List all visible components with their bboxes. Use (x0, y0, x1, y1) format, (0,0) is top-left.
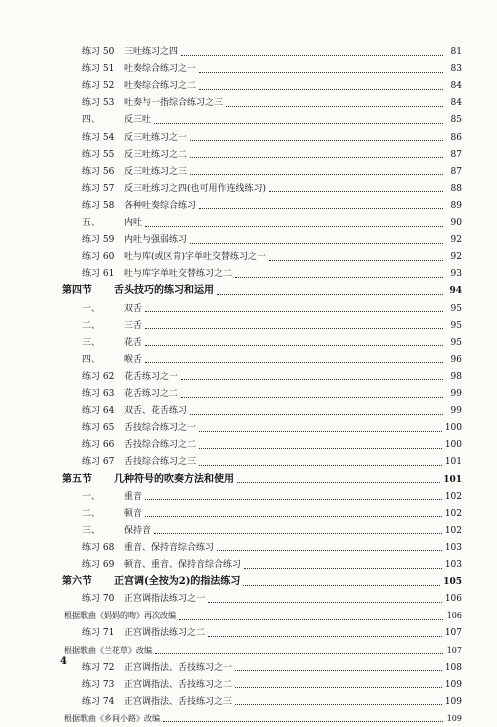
dot-leader (154, 533, 442, 534)
toc-entry-title: 重音、保持音综合练习 (124, 542, 215, 553)
toc-entry-page: 101 (443, 474, 462, 485)
toc-entry[interactable] (64, 78, 462, 94)
toc-entry-number: 三、 (82, 525, 101, 536)
dot-leader (235, 670, 442, 671)
toc-entry-title: 根据歌曲《兰花草》改编 (64, 645, 152, 655)
toc-entry-page: 107 (446, 645, 462, 655)
toc-entry-title: 花舌练习之一 (124, 371, 179, 382)
toc-entry-page: 102 (444, 508, 462, 519)
toc-entry-title: 正宫调指法、舌技练习之二 (124, 679, 233, 690)
toc-entry-title: 内吐与强弱练习 (124, 235, 188, 246)
toc-entry-title: 正宫调指法练习之一 (124, 594, 206, 605)
dot-leader (145, 345, 443, 346)
toc-entry[interactable] (64, 369, 462, 385)
toc-entry[interactable] (64, 198, 462, 214)
toc-entry-page: 92 (450, 235, 462, 246)
toc-entry[interactable] (64, 643, 462, 659)
dot-leader (269, 191, 443, 192)
toc-entry-number: 第六节 (62, 576, 92, 588)
dot-leader (154, 123, 443, 124)
dot-leader (179, 619, 443, 620)
toc-entry-title: 反三吐练习之三 (124, 166, 188, 177)
dot-leader (243, 585, 440, 586)
toc-entry-title: 吐与库字单吐交替练习之二 (124, 269, 233, 280)
page-number: 4 (60, 656, 67, 667)
toc-entry-number: 练习 61 (82, 269, 115, 280)
dot-leader (235, 687, 442, 688)
dot-leader (145, 328, 443, 329)
toc-entry-page: 106 (446, 611, 462, 621)
toc-section-heading[interactable] (62, 574, 462, 590)
toc-entry-page: 84 (450, 98, 462, 109)
toc-entry-page: 102 (444, 491, 462, 502)
toc-entry-page: 101 (444, 457, 462, 468)
dot-leader (217, 550, 442, 551)
dot-leader (199, 89, 443, 90)
toc-entry[interactable] (64, 420, 462, 436)
toc-entry[interactable] (64, 44, 462, 60)
dot-leader (145, 311, 443, 312)
toc-entry[interactable] (64, 694, 462, 710)
dot-leader (155, 653, 443, 654)
toc-entry-number: 练习 71 (82, 628, 115, 639)
toc-entry-number: 三、 (82, 337, 101, 348)
toc-entry-page: 107 (444, 628, 462, 639)
toc-entry-title: 三吐练习之四 (124, 47, 179, 57)
toc-entry-page: 109 (446, 713, 462, 723)
toc-entry-title: 吐奏综合练习之二 (124, 81, 197, 92)
toc-entry-number: 五、 (82, 218, 101, 228)
toc-entry[interactable] (64, 403, 462, 419)
toc-entry-title: 重音 (124, 491, 143, 502)
toc-entry-number: 四、 (82, 115, 101, 126)
dot-leader (145, 362, 443, 363)
toc-entry[interactable] (64, 489, 462, 505)
toc-entry[interactable] (64, 677, 462, 693)
toc-entry-number: 练习 55 (82, 149, 115, 160)
toc-entry-page: 96 (450, 354, 462, 365)
dot-leader (190, 243, 443, 244)
toc-entry-title: 反三吐 (124, 115, 152, 126)
toc-entry-title: 双舌、花舌练习 (124, 406, 188, 417)
dot-leader (199, 208, 443, 209)
toc-entry[interactable] (64, 454, 462, 470)
toc-entry-number: 练习 58 (82, 200, 115, 211)
toc-entry[interactable] (64, 608, 462, 624)
toc-entry[interactable] (64, 335, 462, 351)
dot-leader (181, 379, 443, 380)
toc-entry[interactable] (64, 112, 462, 128)
dot-leader (190, 157, 443, 158)
toc-entry-title: 正宫调(全按为2)的指法练习 (114, 576, 241, 588)
toc-entry-title: 顿音 (124, 508, 143, 519)
toc-entry-number: 练习 68 (82, 542, 115, 553)
toc-entry[interactable] (64, 557, 462, 573)
toc-entry-title: 吐奏与一指综合练习之三 (124, 98, 224, 109)
toc-entry-number: 练习 56 (82, 166, 115, 177)
toc-entry[interactable] (64, 386, 462, 402)
toc-entry-title: 反三吐练习之一 (124, 132, 188, 143)
toc-entry-number: 练习 74 (82, 696, 115, 707)
dot-leader (199, 465, 442, 466)
toc-entry-title: 保持音 (124, 525, 152, 536)
toc-entry[interactable] (64, 506, 462, 522)
toc-entry-number: 第五节 (62, 473, 92, 485)
dot-leader (190, 174, 443, 175)
toc-entry-title: 反三吐练习之二 (124, 149, 188, 160)
dot-leader (208, 636, 442, 637)
toc-entry-number: 练习 54 (82, 132, 115, 143)
toc-entry[interactable] (64, 625, 462, 641)
dot-leader (244, 568, 442, 569)
toc-entry-title: 根据歌曲《妈妈的吻》再次改编 (64, 611, 176, 621)
toc-entry[interactable] (64, 61, 462, 77)
toc-entry-page: 103 (444, 560, 462, 570)
toc-entry[interactable] (64, 660, 462, 676)
dot-leader (235, 704, 442, 705)
toc-entry-title: 反三吐练习之四(也可用作连线练习) (124, 183, 267, 194)
toc-section-heading[interactable] (62, 472, 462, 488)
toc-entry-page: 100 (444, 423, 462, 434)
toc-entry-number: 练习 64 (82, 406, 115, 417)
toc-entry[interactable] (64, 540, 462, 556)
toc-entry-title: 花舌练习之二 (124, 389, 179, 399)
toc-entry[interactable] (64, 147, 462, 163)
toc-entry[interactable] (64, 95, 462, 111)
toc-entry-number: 四、 (82, 354, 101, 365)
toc-entry-page: 81 (450, 47, 462, 57)
toc-entry-page: 98 (450, 371, 462, 382)
toc-entry-page: 88 (450, 183, 462, 194)
toc-entry[interactable] (64, 437, 462, 453)
toc-entry-title: 吐与库(或区肯)字单吐交替练习之一 (124, 252, 267, 263)
toc-entry-page: 106 (444, 594, 462, 605)
toc-entry-page: 103 (444, 542, 462, 553)
toc-entry[interactable] (64, 164, 462, 180)
toc-entry-page: 85 (450, 115, 462, 126)
toc-entry-title: 双舌 (124, 303, 143, 314)
dot-leader (199, 72, 443, 73)
toc-entry-number: 练习 52 (82, 81, 115, 92)
toc-entry-number: 一、 (82, 491, 101, 502)
toc-entry-page: 95 (450, 320, 462, 331)
toc-entry-title: 几种符号的吹奏方法和使用 (114, 473, 234, 485)
dot-leader (199, 431, 442, 432)
toc-entry-page: 95 (450, 337, 462, 348)
toc-entry-number: 练习 73 (82, 679, 115, 690)
toc-entry-page: 94 (449, 286, 462, 297)
toc-entry-number: 练习 62 (82, 371, 115, 382)
dot-leader (217, 294, 443, 295)
toc-entry-page: 89 (450, 200, 462, 211)
toc-entry-page: 100 (444, 440, 462, 451)
toc-entry-page: 84 (450, 81, 462, 92)
toc-entry-title: 舌头技巧的练习和运用 (114, 285, 214, 297)
toc-entry[interactable] (64, 181, 462, 197)
toc-entry-title: 喉舌 (124, 354, 143, 365)
toc-entry[interactable] (64, 249, 462, 265)
toc-entry-title: 舌技综合练习之三 (124, 457, 197, 468)
toc-entry-title: 正宫调指法、舌技练习之三 (124, 696, 233, 707)
toc-entry-title: 内吐 (124, 218, 143, 228)
toc-entry-page: 93 (450, 269, 462, 280)
toc-entry-number: 练习 60 (82, 252, 115, 263)
dot-leader (190, 140, 443, 141)
toc-entry-number: 练习 69 (82, 560, 115, 570)
dot-leader (181, 397, 443, 398)
toc-entry-number: 第四节 (62, 285, 92, 297)
toc-entry-number: 练习 72 (82, 662, 115, 673)
toc-entry-page: 95 (450, 303, 462, 314)
toc-entry-page: 90 (450, 218, 462, 228)
dot-leader (145, 499, 442, 500)
toc-entry-title: 舌技综合练习之一 (124, 423, 197, 434)
toc-entry-page: 87 (450, 149, 462, 160)
toc-entry-page: 109 (444, 696, 462, 707)
toc-entry-page: 102 (444, 525, 462, 536)
dot-leader (208, 602, 442, 603)
toc-entry[interactable] (64, 523, 462, 539)
toc-entry-number: 练习 67 (82, 457, 115, 468)
toc-entry-title: 各种吐奏综合练习 (124, 200, 197, 211)
toc-entry[interactable] (64, 266, 462, 282)
dot-leader (235, 277, 443, 278)
toc-entry-title: 花舌 (124, 337, 143, 348)
toc-entry-page: 109 (444, 679, 462, 690)
toc-entry-number: 练习 51 (82, 64, 115, 75)
toc-entry-title: 三舌 (124, 320, 143, 331)
toc-entry-page: 108 (444, 662, 462, 673)
toc-entry[interactable] (64, 130, 462, 146)
dot-leader (199, 448, 442, 449)
toc-entry-number: 练习 57 (82, 183, 115, 194)
toc-entry-number: 练习 63 (82, 389, 115, 399)
toc-entry-title: 顿音、重音、保持音综合练习 (124, 560, 242, 570)
dot-leader (145, 516, 442, 517)
toc-entry-page: 87 (450, 166, 462, 177)
toc-entry[interactable] (64, 352, 462, 368)
toc-entry-page: 83 (450, 64, 462, 75)
dot-leader (163, 721, 443, 722)
toc-entry-number: 练习 59 (82, 235, 115, 246)
dot-leader (269, 260, 443, 261)
toc-entry-number: 练习 53 (82, 98, 115, 109)
toc-entry-title: 根据歌曲《乡间小路》改编 (64, 713, 160, 723)
toc-entry[interactable] (64, 301, 462, 317)
toc-entry-number: 二、 (82, 320, 101, 331)
toc-entry-number: 练习 50 (82, 47, 115, 57)
toc-entry-page: 86 (450, 132, 462, 143)
toc-section-heading[interactable] (62, 283, 462, 299)
toc-entry-page: 92 (450, 252, 462, 263)
toc-entry-number: 二、 (82, 508, 101, 519)
toc-entry-number: 练习 66 (82, 440, 115, 451)
toc-entry[interactable] (64, 232, 462, 248)
toc-entry-title: 吐奏综合练习之一 (124, 64, 197, 75)
toc-entry[interactable] (64, 318, 462, 334)
toc-entry-page: 99 (450, 389, 462, 399)
dot-leader (237, 482, 440, 483)
dot-leader (190, 414, 443, 415)
toc-entry[interactable] (64, 591, 462, 607)
toc-entry[interactable] (64, 711, 462, 727)
toc-entry-page: 99 (450, 406, 462, 417)
toc-entry-title: 正宫调指法练习之二 (124, 628, 206, 639)
toc-entry-title: 正宫调指法、舌技练习之一 (124, 662, 233, 673)
toc-entry-number: 一、 (82, 303, 101, 314)
toc-entry-number: 练习 65 (82, 423, 115, 434)
dot-leader (181, 55, 443, 56)
toc-entry-page: 105 (443, 577, 462, 588)
dot-leader (226, 106, 443, 107)
toc-entry-title: 舌技综合练习之二 (124, 440, 197, 451)
toc-entry[interactable] (64, 215, 462, 231)
toc-entry-number: 练习 70 (82, 594, 115, 605)
dot-leader (145, 226, 443, 227)
